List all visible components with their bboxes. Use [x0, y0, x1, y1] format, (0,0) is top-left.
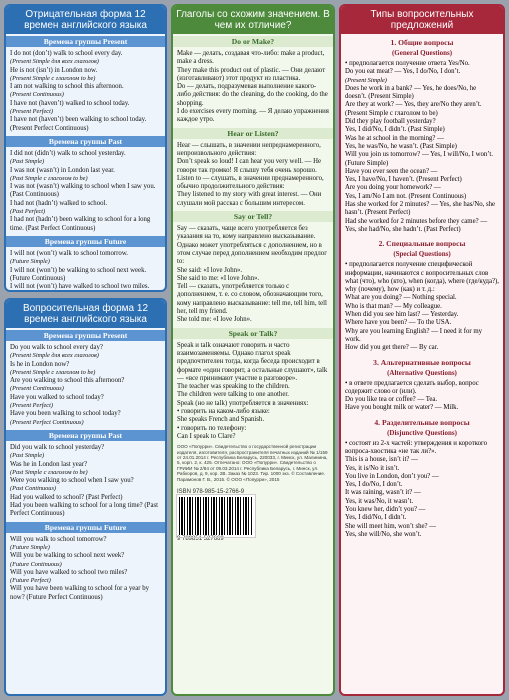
- general-questions-header: 1. Общие вопросы: [390, 38, 454, 47]
- text-line: I was not (wasn’t) walking to school when I saw you. (Past Continuous): [10, 183, 156, 199]
- text-line: Don’t speak so loud! I can hear you very well. — Не говори так громко! Я слышу тебя очень хорошо.: [177, 158, 322, 174]
- text-line: (Future Simple): [10, 543, 50, 551]
- text-line: I had not (hadn’t) been walking to school for a long time. (Past Perfect Continuous): [10, 216, 151, 232]
- say-or-tell-header: Say or Tell?: [173, 211, 333, 222]
- text-line: I do not (don’t) walk to school every day.: [10, 50, 123, 57]
- present-group-header: Времена группы Present: [6, 330, 165, 341]
- text-line: They make this product out of plastic. — Они делают (изготавливают) этот продукт из пластика.: [177, 66, 326, 82]
- present-question-list: [6, 343, 165, 428]
- text-line: Yes, I did/No, I didn’t.: [345, 514, 407, 522]
- text-line: Yes, I do/No, I don’t.: [345, 481, 403, 489]
- text-line: Where have you been? — To the USA.: [345, 319, 452, 327]
- text-line: Will you have been walking to school for a year by now? (Future Perfect Continuous): [10, 585, 150, 601]
- text-line: Have you walked to school today?: [10, 393, 104, 401]
- barcode: [177, 495, 255, 537]
- speak-or-talk-text: [173, 341, 333, 443]
- text-line: It was raining, wasn’t it? —: [345, 489, 421, 497]
- text-line: Are you doing your homework? —: [345, 184, 441, 192]
- text-line: Listen to — слушать, в значении преднамеренного, обычно продолжительного действия:: [177, 174, 324, 191]
- text-line: Had you been walking to school for a long time? (Past Perfect Continuous): [10, 502, 158, 518]
- text-line: The teacher was speaking to the children.: [177, 383, 290, 391]
- text-line: Who is that man? — My colleague.: [345, 302, 442, 310]
- text-line: Yes, it is/No it isn’t.: [345, 464, 400, 472]
- text-line: (Past Simple): [10, 158, 45, 166]
- text-line: Was he in London last year?: [10, 460, 88, 468]
- question-types-title: Типы вопросительных предложений: [341, 6, 503, 34]
- text-line: What are you doing? — Nothing special.: [345, 294, 457, 302]
- question-form-title: Вопросительная форма 12 времен английского языка: [6, 300, 165, 328]
- text-line: Has she worked for 2 minutes? — Yes, she has/No, she hasn’t. (Present Perfect): [345, 201, 496, 217]
- text-line: Do — делать, подразумевая выполнение какого-либо действия: do the cleaning, do the cooking, do the shopping.: [177, 83, 328, 107]
- text-line: (Present Simple с глаголом to be): [10, 368, 96, 376]
- similar-verbs-panel: [171, 4, 335, 696]
- future-group-header: Времена группы Future: [6, 522, 165, 533]
- barcode-digits: 9 789851 527669: [177, 536, 224, 543]
- text-line: I have not (haven’t) been walking to school today. (Present Perfect Continuous): [10, 116, 147, 132]
- disjunctive-questions-sub: (Disjunctive Questions): [387, 428, 457, 437]
- question-form-panel: [4, 298, 167, 696]
- text-line: Why are you learning English? — I need it for my work.: [345, 327, 483, 343]
- present-group-header: Времена группы Present: [6, 36, 165, 47]
- text-line: I do exercises every morning. — Я делаю упражнения каждое утро.: [177, 108, 329, 124]
- text-line: She said: «I love John».: [177, 266, 243, 274]
- text-line: When did you see him last? — Yesterday.: [345, 311, 459, 319]
- text-line: (Present Perfect): [10, 108, 53, 116]
- text-line: Do you like tea or coffee? — Tea.: [345, 396, 438, 404]
- text-line: I was not (wasn’t) in London last year.: [10, 166, 115, 174]
- text-line: (Future Continuous): [10, 560, 62, 568]
- past-question-list: [6, 443, 165, 520]
- text-line: Does he work in a bank? — Yes, he does/No, he doesn’t. (Present Simple): [345, 84, 477, 101]
- text-line: Have you bought milk or water? — Milk.: [345, 404, 459, 412]
- text-line: Are they at work? — Yes, they are/No they aren’t. (Present Simple с глаголом to be): [345, 101, 482, 117]
- text-line: Will you be walking to school next week?: [10, 552, 125, 560]
- text-line: Can I speak to Clare?: [177, 432, 236, 440]
- text-line: She speaks French and Spanish.: [177, 416, 265, 424]
- text-line: (Past Simple с глаголом to be): [10, 174, 88, 182]
- text-line: I did not (didn’t) walk to school yesterday.: [10, 149, 126, 157]
- past-group-header: Времена группы Past: [6, 430, 165, 441]
- say-or-tell-text: [173, 224, 333, 326]
- future-question-list: [6, 535, 165, 603]
- text-line: I am not walking to school this afternoon.: [10, 83, 124, 91]
- text-line: Do you walk to school every day?: [10, 344, 103, 351]
- text-line: Yes, he was/No, he wasn’t. (Past Simple): [345, 142, 457, 150]
- text-line: • в ответе предлагается сделать выбор, вопрос содержит слово or (или).: [345, 379, 479, 395]
- text-line: He is not (isn’t) in London now.: [10, 66, 98, 74]
- negative-form-title: Отрицательная форма 12 времен английского языка: [6, 6, 165, 34]
- alternative-questions-list: [341, 379, 503, 414]
- text-line: • состоят из 2-х частей: утверждения и короткого вопроса-хвостика «не так ли?».: [345, 439, 488, 455]
- text-line: Make — делать, создавая что-либо: make a product, make a dress.: [177, 50, 325, 66]
- text-line: Are you walking to school this afternoon?: [10, 377, 125, 385]
- text-line: Have you been walking to school today?: [10, 410, 121, 418]
- past-group-header: Времена группы Past: [6, 136, 165, 147]
- text-line: Yes, she will/No, she won’t.: [345, 530, 422, 538]
- isbn-number: ISBN 978-985-15-2766-9: [177, 489, 245, 496]
- text-line: I have not (haven’t) walked to school today.: [10, 99, 130, 107]
- text-line: Will you have walked to school two miles?: [10, 568, 128, 576]
- alternative-questions-sub: (Alternative Questions): [387, 368, 457, 377]
- text-line: Yes, I am/No I am not. (Present Continuous): [345, 192, 467, 200]
- text-line: • говорить по телефону:: [177, 424, 247, 432]
- text-line: Speak и talk означают говорить и часто взаимозаменяемы. Однако глагол speak предпочтителен тогда, когда беседа происходит в формате «один говорит, а остальные слушают», talk — «все принимают участие в разговоре».: [177, 341, 328, 382]
- text-line: I will not (won’t) have walked to school two miles.: [10, 283, 150, 291]
- text-line: I will not (won’t) walk to school tomorrow.: [10, 249, 128, 257]
- text-line: • говорить на каком-либо языке:: [177, 407, 270, 415]
- speak-or-talk-header: Speak or Talk?: [173, 328, 333, 339]
- text-line: You live in London, don’t you? —: [345, 472, 439, 480]
- text-line: Is he in London now?: [10, 360, 70, 368]
- text-line: (Future Simple): [10, 258, 50, 266]
- text-line: Had she worked for 2 minutes before they came? — Yes, she had/No, she hadn’t. (Past Perfect): [345, 217, 488, 233]
- future-negative-list: [6, 249, 165, 292]
- text-line: Have you ever seen the ocean? —: [345, 167, 438, 175]
- text-line: This is a house, isn’t it? —: [345, 456, 418, 464]
- general-questions-sub: (General Questions): [391, 49, 453, 57]
- text-line: (Future Perfect): [10, 577, 51, 585]
- text-line: (Past Simple): [10, 452, 45, 460]
- special-questions-header: 2. Специальные вопросы: [378, 239, 466, 249]
- text-line: Say — сказать, чаще всего употребляется без указания на то, кому направлено высказывание. Однако может употребляться с дополнением, но в этом случае перед дополнением необходим предлог to:: [177, 225, 327, 266]
- text-line: I will not (won’t) be walking to school next week. (Future Continuous): [10, 266, 147, 282]
- text-line: (Present Simple): [345, 76, 387, 84]
- text-line: (Present Continuous): [10, 91, 64, 99]
- future-group-header: Времена группы Future: [6, 236, 165, 247]
- general-questions-list: [341, 59, 503, 235]
- text-line: Yes, it was/No, it wasn’t.: [345, 497, 414, 505]
- text-line: (Present Simple для всех глаголов): [10, 58, 99, 66]
- text-line: (Present Perfect Continuous): [10, 418, 84, 426]
- disjunctive-questions-header: 4. Разделительные вопросы: [374, 417, 470, 427]
- text-line: • предполагается получение ответа Yes/No.: [345, 60, 470, 67]
- alternative-questions-header: 3. Альтернативные вопросы: [373, 357, 471, 367]
- hear-or-listen-header: Hear or Listen?: [173, 128, 333, 139]
- text-line: You knew her, didn’t you? —: [345, 506, 426, 514]
- text-line: They listened to my story with great interest. — Они слушали мой рассказ с большим интересом.: [177, 191, 322, 207]
- publisher-fine-print: ООО «Попурри». Свидетельство о государственной регистрации издателя, изготовителя, распространителя печатных изданий № 1/159 от 24.01.2014 г. Республика Беларусь, 220033, г. Минск, ул. Малинина, 5, корп. 2, к. 425. Отпечатано: ООО «Попурри». Свидетельство о ГРИИИ № 2/84 от 09.03.2014 г. Республика Беларусь, г. Минск, ул. Рабкоров, д. 9, кор. 2В. Заказ № 1023. Тир. 1000 экз. © Составление. Парамонов Г. В., 2015. © ООО «Попурри», 2015: [177, 444, 328, 482]
- text-line: She said to me: «I love John».: [177, 274, 260, 282]
- text-line: Yes, I have/No, I haven’t. (Present Perfect): [345, 176, 462, 184]
- text-line: Were you walking to school when I saw you?: [10, 477, 134, 485]
- text-line: Do you eat meat? — Yes, I do/No, I don’t.: [345, 68, 461, 76]
- text-line: How did you get there? — By car.: [345, 344, 439, 352]
- text-line: I had not (hadn’t) walked to school.: [10, 199, 108, 207]
- text-line: • предполагается получение специфической информации, начинаются с вопросительных слов what (что), who (кто), when (когда), where (где/куда?), why (почему), how (как) и т. д.:: [345, 261, 499, 294]
- text-line: Hear — слышать, в значении непреднамеренного, непроизвольного действия:: [177, 141, 321, 157]
- text-line: Yes, I did/No, I didn’t. (Past Simple): [345, 126, 445, 134]
- text-line: Will you join us tomorrow? — Yes, I will/No, I won’t. (Future Simple): [345, 151, 493, 167]
- disjunctive-questions-list: [341, 439, 503, 541]
- do-or-make-header: Do or Make?: [173, 36, 333, 47]
- text-line: Was he at school in the morning? —: [345, 134, 444, 142]
- negative-form-panel: [4, 4, 167, 292]
- hear-or-listen-text: [173, 141, 333, 209]
- text-line: (Present Continuous): [10, 385, 64, 393]
- special-questions-list: [341, 260, 503, 353]
- text-line: (Past Simple с глаголом to be): [10, 468, 88, 476]
- text-line: Will you walk to school tomorrow?: [10, 535, 107, 543]
- past-negative-list: [6, 149, 165, 234]
- similar-verbs-title: Глаголы со схожим значением. В чем их отличие?: [173, 6, 333, 34]
- text-line: (Past Perfect): [10, 208, 46, 216]
- text-line: Speak (но не talk) употребляется в значениях:: [177, 399, 309, 407]
- text-line: (Present Simple с глаголом to be): [10, 74, 96, 82]
- text-line: The children were talking to one another.: [177, 391, 289, 399]
- text-line: (Present Simple для всех глаголов): [10, 352, 99, 360]
- text-line: Tell — сказать, употребляется только с дополнением, т. е. со словом, обозначающим того, кому направлено высказывание: tell me, tell him, tell her, tell my friend.: [177, 283, 327, 316]
- do-or-make-text: [173, 49, 333, 126]
- isbn-block: [173, 488, 333, 545]
- special-questions-sub: (Special Questions): [393, 250, 451, 259]
- question-types-panel: [339, 4, 505, 696]
- text-line: (Present Perfect): [10, 402, 53, 410]
- text-line: She will meet him, won’t she? —: [345, 522, 437, 530]
- text-line: Did they play football yesterday?: [345, 118, 436, 126]
- text-line: (Past Continuous): [10, 485, 57, 493]
- text-line: She told me: «I love John».: [177, 316, 252, 324]
- text-line: Did you walk to school yesterday?: [10, 443, 105, 451]
- text-line: Had you walked to school? (Past Perfect): [10, 493, 123, 501]
- present-negative-list: [6, 49, 165, 134]
